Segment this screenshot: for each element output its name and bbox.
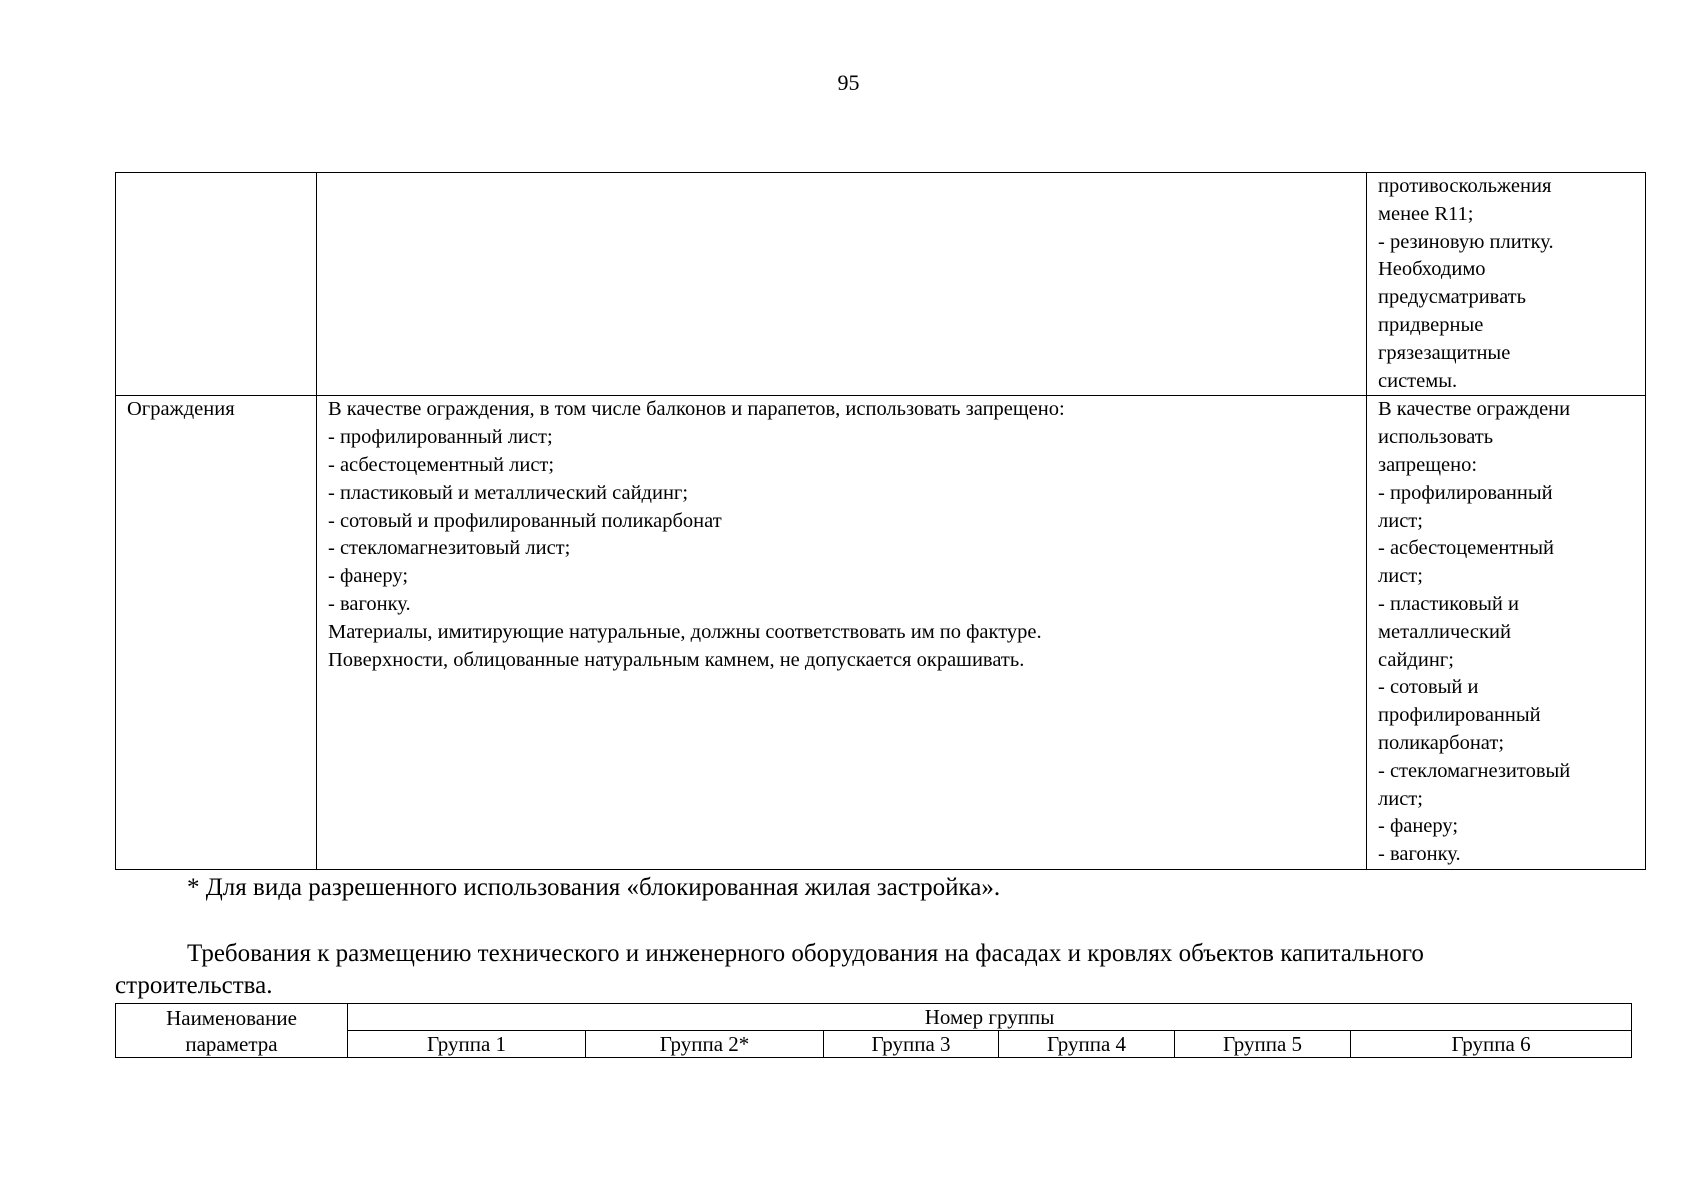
group-requirements-cell bbox=[1367, 396, 1646, 870]
cell-line: - вагонку. bbox=[1378, 843, 1461, 866]
cell-line: - сотовый и профилированный поликарбонат bbox=[328, 509, 722, 532]
cell-line: - асбестоцементный bbox=[1378, 537, 1554, 560]
param-header-cell bbox=[116, 1004, 348, 1058]
cell-line: - фанеру; bbox=[328, 565, 409, 588]
cell-line: лист; bbox=[1378, 509, 1423, 532]
requirements-cell bbox=[317, 396, 1367, 870]
param-header-line: параметра bbox=[185, 1031, 278, 1056]
group-header-1: Группа 1 bbox=[348, 1031, 586, 1058]
requirements-cell bbox=[317, 173, 1367, 396]
cell-line: - пластиковый и металлический сайдинг; bbox=[328, 481, 689, 504]
paragraph-line: строительства. bbox=[115, 972, 273, 999]
cell-line: поликарбонат; bbox=[1378, 731, 1505, 754]
section-paragraph bbox=[115, 938, 1585, 1002]
table-row bbox=[116, 396, 1646, 870]
cell-line: - фанеру; bbox=[1378, 815, 1459, 838]
cell-line: - профилированный лист; bbox=[328, 426, 553, 449]
group-header-2: Группа 2* bbox=[586, 1031, 824, 1058]
group-header-4: Группа 4 bbox=[999, 1031, 1175, 1058]
cell-line: металлический bbox=[1378, 620, 1511, 643]
cell-line: противоскольжения bbox=[1378, 175, 1552, 197]
cell-line: Материалы, имитирующие натуральные, должны соответствовать им по фактуре. bbox=[328, 620, 1042, 643]
paragraph-line: Требования к размещению технического и инженерного оборудования на фасадах и кровлях объектов капитального bbox=[187, 940, 1424, 967]
groups-header-table bbox=[115, 1003, 1632, 1058]
cell-line: профилированный bbox=[1378, 704, 1541, 727]
cell-line: сайдинг; bbox=[1378, 648, 1454, 671]
cell-line: - пластиковый и bbox=[1378, 592, 1519, 615]
cell-line: - сотовый и bbox=[1378, 676, 1479, 699]
param-header-line: Наименование bbox=[166, 1005, 297, 1030]
cell-line: системы. bbox=[1378, 369, 1458, 392]
param-name-cell bbox=[116, 396, 317, 870]
footnote: * Для вида разрешенного использования «блокированная жилая застройка». bbox=[187, 874, 1001, 901]
cell-line: - асбестоцементный лист; bbox=[328, 453, 555, 476]
cell-line: - профилированный bbox=[1378, 481, 1553, 504]
cell-line: В качестве ограждения, в том числе балконов и парапетов, использовать запрещено: bbox=[328, 398, 1065, 421]
page-number: 95 bbox=[837, 70, 860, 95]
cell-line: лист; bbox=[1378, 787, 1423, 810]
cell-line: Необходимо bbox=[1378, 258, 1486, 281]
param-name: Ограждения bbox=[127, 398, 235, 421]
cell-line: В качестве ограждени bbox=[1378, 398, 1571, 421]
cell-line: придверные bbox=[1378, 313, 1484, 336]
cell-line: Поверхности, облицованные натуральным камнем, не допускается окрашивать. bbox=[328, 648, 1025, 671]
group-number-header: Номер группы bbox=[348, 1004, 1632, 1031]
cell-line: - стекломагнезитовый лист; bbox=[328, 537, 571, 560]
group-requirements-cell bbox=[1367, 173, 1646, 396]
cell-line: запрещено: bbox=[1378, 453, 1478, 476]
cell-line: - вагонку. bbox=[328, 592, 411, 615]
cell-line: лист; bbox=[1378, 565, 1423, 588]
param-name-cell bbox=[116, 173, 317, 396]
table-row bbox=[116, 173, 1646, 396]
cell-line: - резиновую плитку. bbox=[1378, 230, 1554, 253]
group-header-5: Группа 5 bbox=[1175, 1031, 1351, 1058]
cell-line: менее R11; bbox=[1378, 202, 1474, 225]
table-row bbox=[116, 1004, 1632, 1031]
cell-line: - стекломагнезитовый bbox=[1378, 759, 1571, 782]
cell-line: предусматривать bbox=[1378, 286, 1526, 309]
cell-line: использовать bbox=[1378, 426, 1494, 449]
requirements-table bbox=[115, 172, 1646, 870]
group-header-6: Группа 6 bbox=[1351, 1031, 1632, 1058]
cell-line: грязезащитные bbox=[1378, 341, 1511, 364]
group-header-3: Группа 3 bbox=[824, 1031, 999, 1058]
